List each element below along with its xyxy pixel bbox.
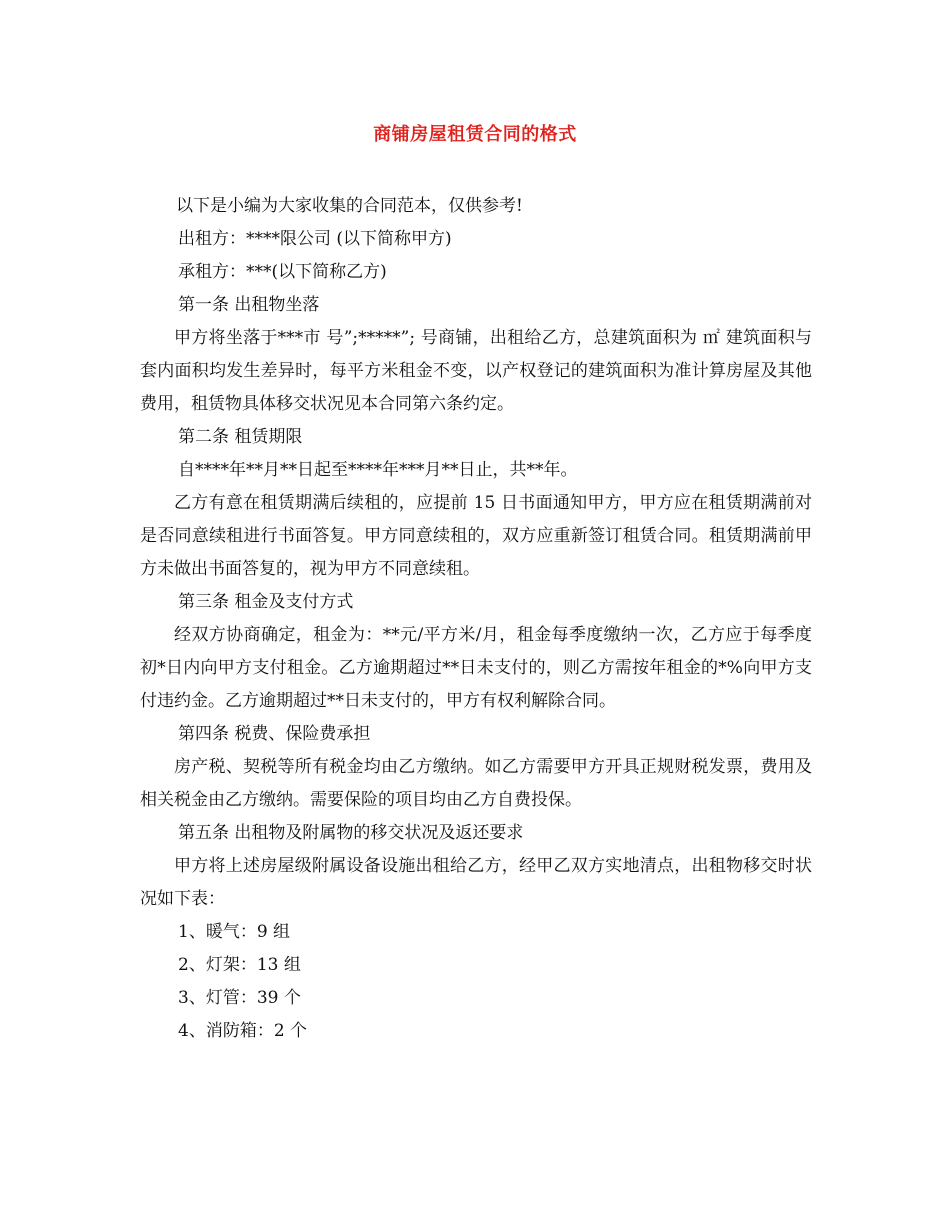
article-4-body: 房产税、契税等所有税金均由乙方缴纳。如乙方需要甲方开具正规财税发票，费用及相关税金由乙方缴纳。需要保险的项目均由乙方自费投保。	[140, 757, 812, 810]
lessee-line: 承租方：***(以下简称乙方)	[178, 262, 387, 282]
article-5-body: 甲方将上述房屋级附属设备设施出租给乙方，经甲乙双方实地清点，出租物移交时状况如下表：	[140, 856, 812, 909]
list-item: 3、灯管：39 个	[178, 988, 301, 1008]
document-title: 商铺房屋租赁合同的格式	[373, 124, 577, 145]
document-body	[140, 190, 812, 1048]
article-3-body: 经双方协商确定，租金为：**元/平方米/月，租金每季度缴纳一次，乙方应于每季度初*日内向甲方支付租金。乙方逾期超过**日未支付的，则乙方需按年租金的*%向甲方支付违约金。乙方逾期超过**日未支付的，甲方有权利解除合同。	[140, 625, 812, 711]
article-2-term: 自****年**月**日起至****年***月**日止，共**年。	[178, 460, 578, 480]
article-2-renewal: 乙方有意在租赁期满后续租的，应提前 15 日书面通知甲方，甲方应在租赁期满前对是否同意续租进行书面答复。甲方同意续租的，双方应重新签订租赁合同。租赁期满前甲方未做出书面答复的，视为甲方不同意续租。	[140, 493, 812, 579]
article-1-heading: 第一条 出租物坐落	[178, 295, 320, 315]
list-item: 2、灯架：13 组	[178, 955, 301, 975]
article-2-heading: 第二条 租赁期限	[178, 427, 303, 447]
intro-paragraph: 以下是小编为大家收集的合同范本，仅供参考!	[176, 196, 523, 216]
list-item: 4、消防箱：2 个	[178, 1021, 308, 1041]
article-1-body: 甲方将坐落于***市 号”;*****”; 号商铺，出租给乙方，总建筑面积为 ㎡ 建筑面积与套内面积均发生差异时，每平方米租金不变，以产权登记的建筑面积为准计算房屋及其他费用，租赁物具体移交状况见本合同第六条约定。	[140, 328, 812, 414]
article-4-heading: 第四条 税费、保险费承担	[178, 724, 371, 744]
lessor-line: 出租方：****限公司 (以下简称甲方)	[178, 229, 452, 249]
article-3-heading: 第三条 租金及支付方式	[178, 592, 354, 612]
list-item: 1、暖气：9 组	[178, 922, 291, 942]
article-5-heading: 第五条 出租物及附属物的移交状况及返还要求	[178, 823, 524, 843]
